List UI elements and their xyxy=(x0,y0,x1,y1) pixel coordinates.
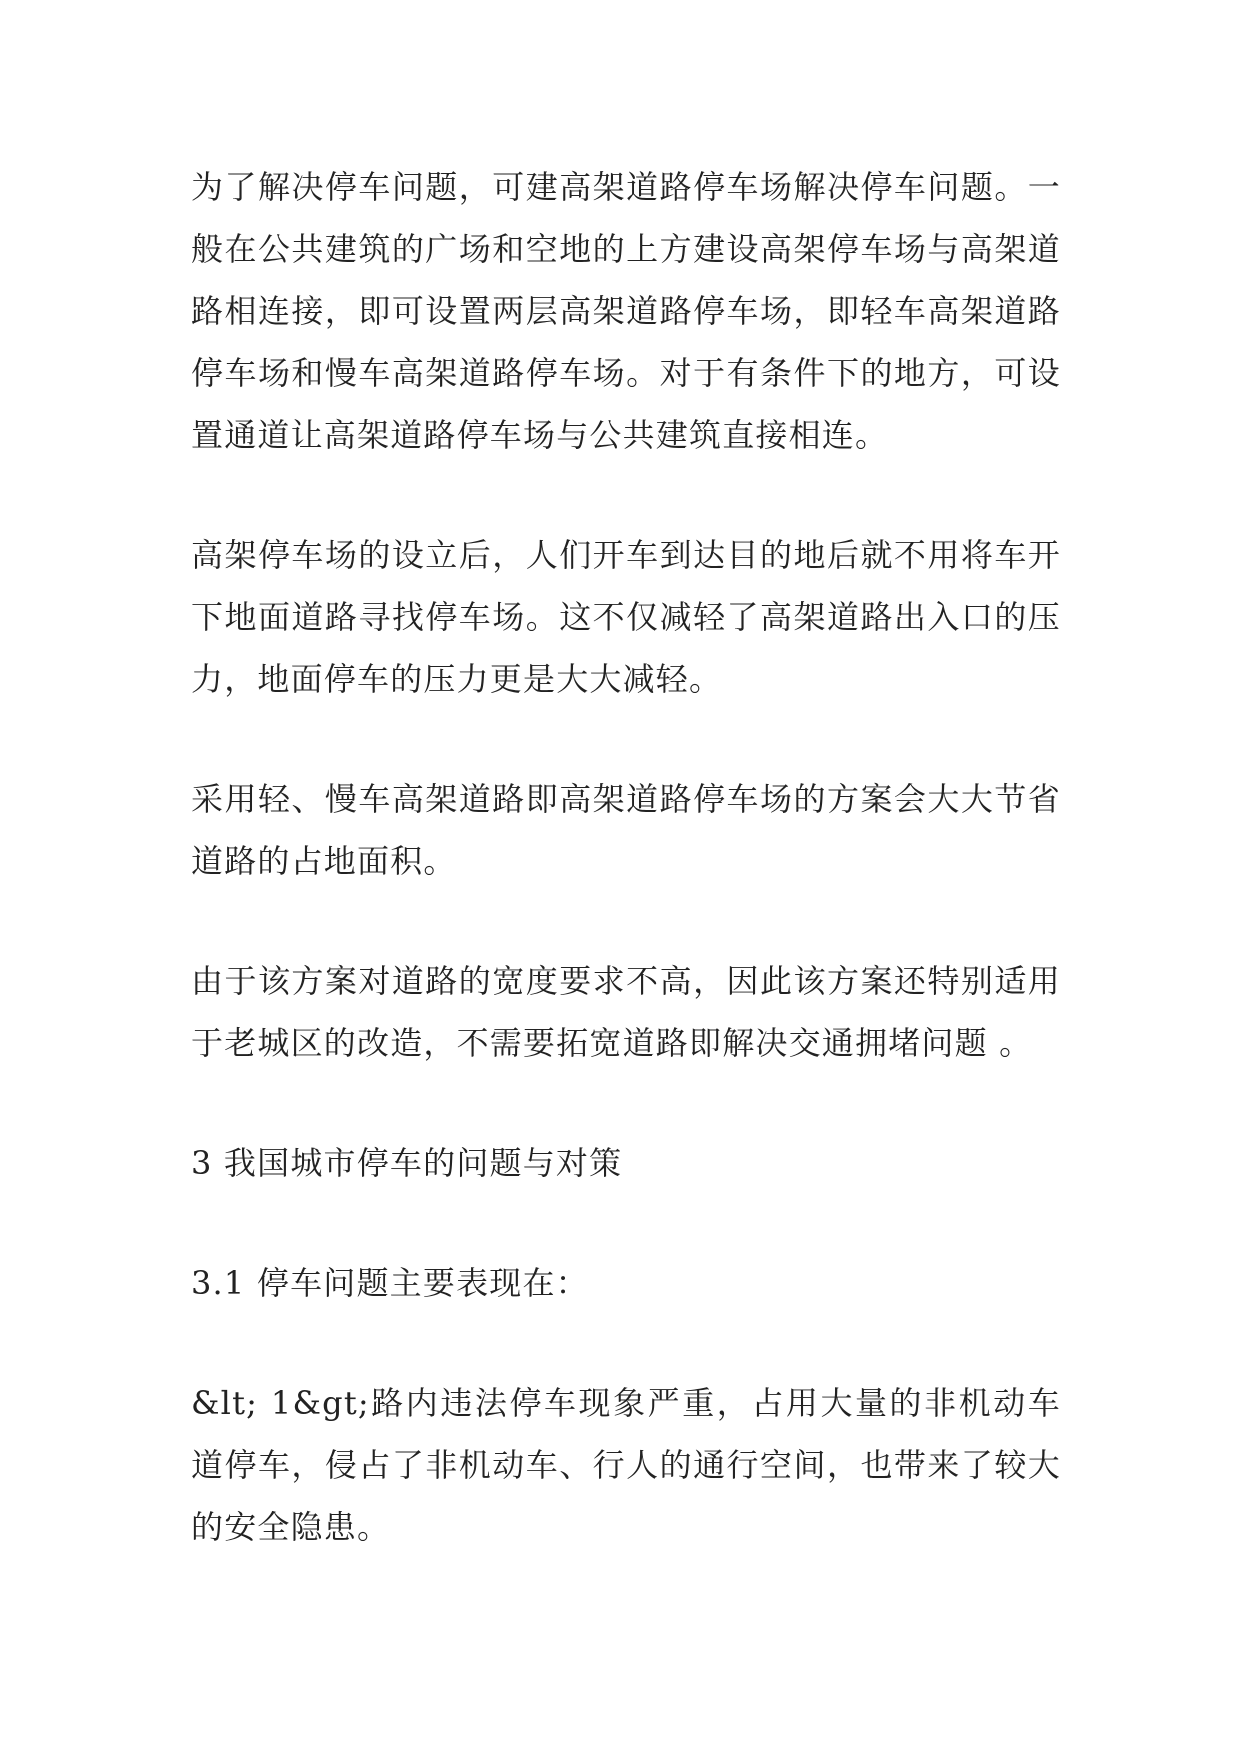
paragraph-elevated-parking-solution: 为了解决停车问题，可建高架道路停车场解决停车问题。一般在公共建筑的广场和空地的上方建设高架停车场与高架道路相连接，即可设置两层高架道路停车场，即轻车高架道路停车场和慢车高架道路停车场。对于有条件下的地方，可设置通道让高架道路停车场与公共建筑直接相连。 xyxy=(191,168,1061,454)
paragraph-land-saving: 采用轻、慢车高架道路即高架道路停车场的方案会大大节省道路的占地面积。 xyxy=(191,780,1061,880)
document-body xyxy=(191,156,1061,1616)
list-paragraph-illegal-parking: &lt; 1&gt;路内违法停车现象严重，占用大量的非机动车道停车，侵占了非机动车、行人的通行空间，也带来了较大的安全隐患。 xyxy=(191,1384,1061,1546)
paragraph-elevated-parking-benefits: 高架停车场的设立后，人们开车到达目的地后就不用将车开下地面道路寻找停车场。这不仅减轻了高架道路出入口的压力，地面停车的压力更是大大减轻。 xyxy=(191,536,1061,698)
paragraph-old-city-renovation: 由于该方案对道路的宽度要求不高，因此该方案还特别适用于老城区的改造，不需要拓宽道路即解决交通拥堵问题 。 xyxy=(191,962,1061,1062)
subsection-heading: 3.1 停车问题主要表现在： xyxy=(191,1264,589,1302)
section-heading: 3 我国城市停车的问题与对策 xyxy=(191,1144,623,1182)
